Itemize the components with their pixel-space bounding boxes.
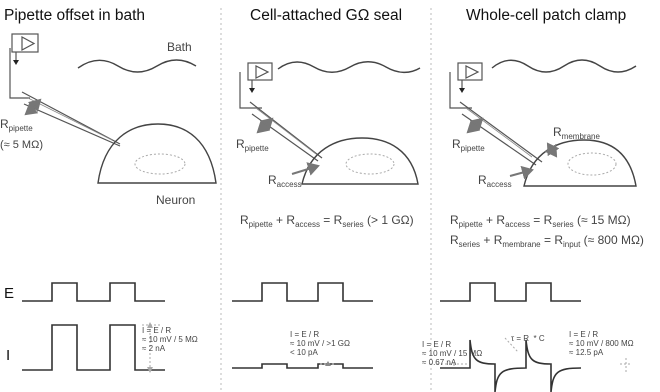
e-trace-2 — [232, 283, 373, 301]
ground-icon-2 — [249, 88, 255, 93]
r-pipette-label-3: $R_{pipette}$ — [452, 137, 485, 153]
bath-surface-3 — [492, 60, 636, 72]
neuron-body-3 — [524, 140, 636, 186]
r-membrane-label: $R_{membrane}$ — [553, 125, 600, 141]
i-annotation-cell-attached: I = E / R ≈ 10 mV / >1 GΩ < 10 pA — [290, 330, 350, 358]
r-access-label-2: $R_{access}$ — [268, 173, 302, 189]
input-equation-3: $R_{series} + R_{membrane} = R_{input}$ (≈ 800 MΩ) — [450, 233, 644, 249]
panel-bath-graphics — [10, 34, 216, 183]
voltage-traces — [22, 283, 581, 301]
e-trace-3 — [440, 283, 581, 301]
i-annotation-whole-cell-right: I = E / R ≈ 10 mV / 800 MΩ ≈ 12.5 pA — [569, 330, 634, 358]
neuron-body-2 — [302, 138, 418, 184]
neuron-body — [98, 124, 216, 183]
tau-annotation: τ = R * C — [511, 334, 545, 343]
panel-title-cell-attached: Cell-attached GΩ seal — [250, 7, 403, 24]
i-annotation-bath: I = E / R ≈ 10 mV / 5 MΩ ≈ 2 nA — [142, 326, 198, 354]
neuron-nucleus — [135, 154, 185, 174]
r-pipette-label-2: $R_{pipette}$ — [236, 137, 269, 153]
panel-title-bath: Pipette offset in bath — [4, 7, 146, 24]
neuron-label: Neuron — [156, 193, 196, 207]
e-trace-1 — [22, 283, 165, 301]
e-axis-label: E — [4, 285, 15, 302]
r-access-label-3: $R_{access}$ — [478, 173, 512, 189]
r-pipette-value: (≈ 5 MΩ) — [0, 139, 43, 151]
panel-cell-attached-graphics — [240, 62, 420, 189]
bath-surface-2 — [278, 62, 420, 73]
i-trace-2 — [232, 364, 373, 368]
panel-title-whole-cell: Whole-cell patch clamp — [466, 7, 627, 24]
panel-whole-cell-graphics — [450, 60, 636, 189]
i-axis-label: I — [6, 347, 11, 364]
i-annotation-whole-cell-left: I = E / R ≈ 10 mV / 15 MΩ ≈ 0.67 nA — [422, 340, 483, 368]
series-equation-3: $R_{pipette} + R_{access} = R_{series}$ (≈ 15 MΩ) — [450, 213, 631, 229]
ground-icon — [13, 60, 19, 65]
ground-icon-3 — [459, 88, 465, 93]
r-pipette-label-1: $R_{pipette}$ — [0, 117, 33, 133]
bath-surface — [78, 60, 196, 72]
annotation-markers — [142, 325, 632, 372]
series-equation-2: $R_{pipette} + R_{access} = R_{series}$ (> 1 GΩ) — [240, 213, 414, 229]
bath-label: Bath — [167, 40, 192, 54]
